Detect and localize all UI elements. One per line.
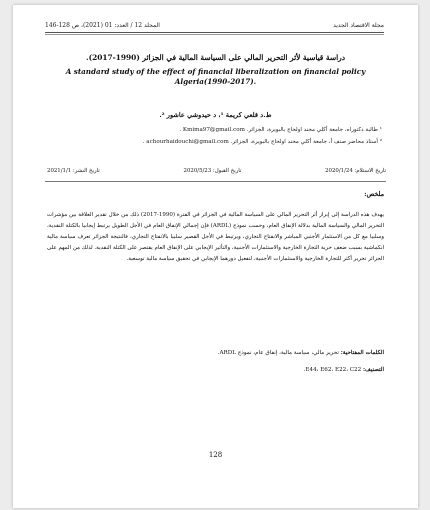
header-rule-thin — [45, 34, 384, 35]
title-arabic: دراسة قياسية لأثر التحرير المالي على السياسة المالية في الجزائر (1990-2017). — [86, 53, 345, 62]
affiliation-2: ² أستاذ محاضر صنف أ، جامعة أكلي محند اولحاج بالبويرة، الجزائر. achourhaidouchi@gmail.com . — [142, 139, 382, 145]
title-english: A standard study of the effect of financial liberalization on financial policy Algeria(1990-2017). — [65, 67, 366, 86]
date-accepted: تاريخ القبول: 2020/5/23 — [183, 168, 242, 174]
date-received: تاريخ الاستلام: 2020/1/24 — [325, 168, 386, 174]
jel-classification — [47, 367, 384, 373]
running-header — [45, 19, 384, 31]
issue-info: المجلد 12 / العدد: 01 (2021)، ص 128-146 — [45, 21, 160, 29]
authors: ط.د قلعي كريمة ¹، د حيدوشي عاشور ². — [159, 111, 272, 119]
document-page — [13, 5, 418, 508]
jel-codes: E44، E62، E22، C22. — [303, 367, 363, 373]
keywords-label: الكلمات المفتاحية: — [340, 350, 384, 356]
affiliation-1: ¹ طالبة دكتوراه، جامعة أكلي محند اولحاج بالبويرة، الجزائر. Kmima97@gmail.com . — [179, 127, 382, 133]
dates-row — [47, 168, 386, 174]
keywords — [47, 350, 384, 356]
header-rule — [45, 32, 384, 33]
abstract-body: يهدف هذه الدراسة إلى إبراز أثر التحرير المالي على السياسة المالية في الجزائر في الفترة (1990-2017) ذلك من خلال تقدير العلاقة بين مؤشرات التحرير المالي والسياسة المالية بدلالة الإنفاق العام، وحسب نموذج (ARDL) فإن إجمالي الإنفاق العام في الأجل الطويل يرتبط إيجابيا بالكتلة النقدية، وسلبيا مع كل من الاستثمار الأجنبي المباشر والانفتاح التجاري، ويرتبط في الأجل القصير سلبيا بالانفتاح التجاري، فالنتيجة الجزائر تعرف سياسة مالية انكماشية بسبب ضعف حرية التجارة الخارجية والاستثمارات الأجنبية، والتأثير الإيجابي على الإنفاق العام يقتصر على الكتلة النقدية. لذلك من المهم على الجزائر تحرير أكثر للتجارة الخارجية والاستثمارات الأجنبية، لتفعيل دورهما الإيجابي في تحقيق سياسة مالية توسعية. — [47, 212, 384, 262]
abstract-heading: ملخص: — [364, 190, 384, 198]
page-number: 128 — [208, 451, 223, 459]
keywords-text: تحرير مالي، سياسة مالية، إنفاق عام، نموذج ARDL. — [217, 350, 341, 356]
date-published: تاريخ النشر: 2021/1/1 — [47, 168, 100, 174]
jel-label: التصنيف: — [362, 367, 384, 373]
dates-rule — [45, 181, 386, 182]
journal-name: مجلة الاقتصاد الجديد — [333, 21, 384, 29]
